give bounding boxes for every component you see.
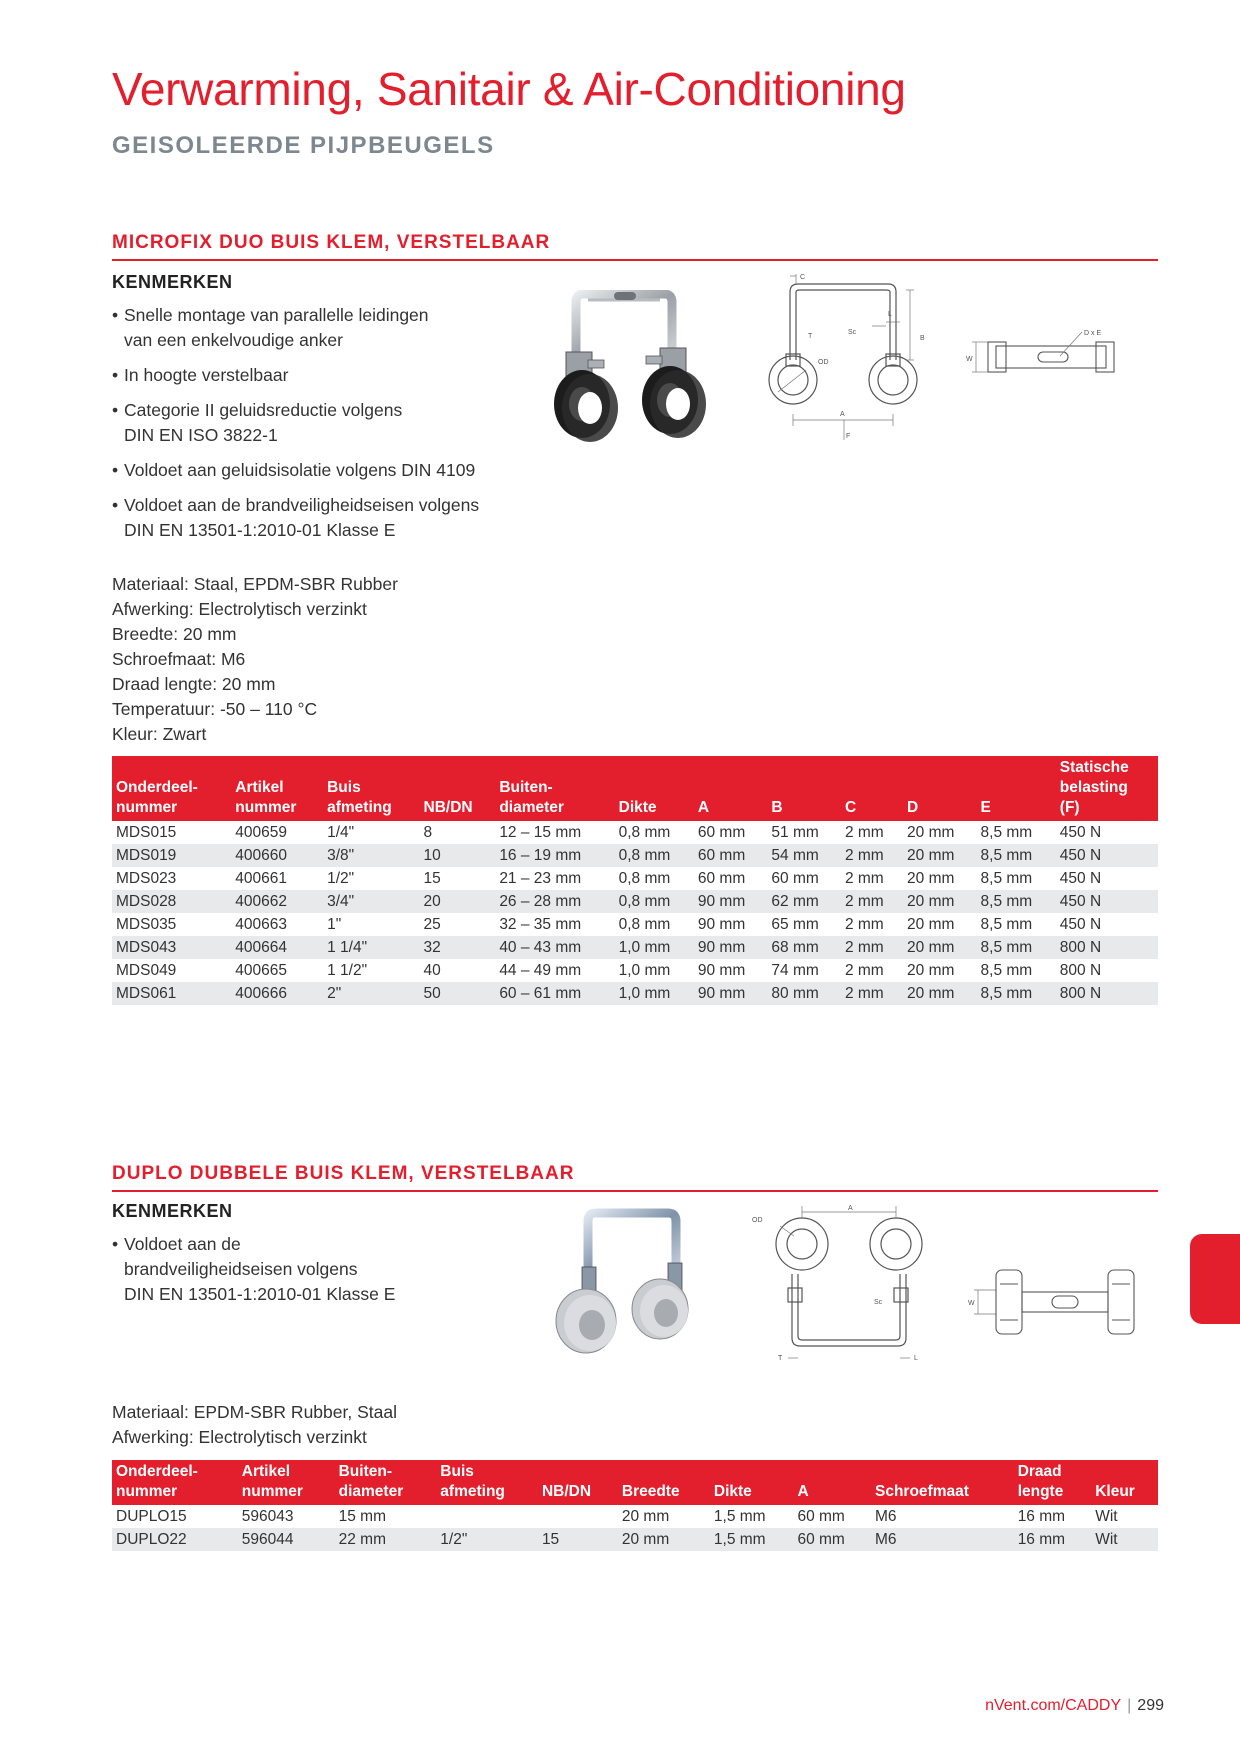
column-header <box>495 756 614 821</box>
section2-feature-list <box>112 1232 532 1317</box>
table-cell: 60 mm <box>697 870 746 887</box>
table-cell: 400666 <box>231 982 323 1005</box>
property-line: Afwerking: Electrolytisch verzinkt <box>112 1427 367 1447</box>
column-header-line <box>698 758 764 778</box>
table-cell: 3/8" <box>323 844 419 867</box>
microfix-duo-side-drawing <box>966 328 1146 400</box>
feature-line: • Snelle montage van parallelle leidingen <box>124 305 429 325</box>
table-cell: 2 mm <box>841 844 903 867</box>
property-line: Temperatuur: -50 – 110 °C <box>112 699 318 719</box>
column-header-line: nummer <box>116 799 178 816</box>
column-header-line <box>499 758 610 778</box>
column-header-line: Schroefmaat <box>875 1483 969 1500</box>
table-cell: 2 mm <box>844 962 884 979</box>
column-header-line <box>622 1462 706 1482</box>
table-cell: 800 N <box>1059 962 1102 979</box>
table-cell: 2 mm <box>841 890 903 913</box>
table-cell: 400659 <box>235 824 288 841</box>
column-header-line <box>542 1462 614 1482</box>
table-row <box>112 890 1158 913</box>
table-row <box>112 844 1158 867</box>
table-cell: MDS043 <box>112 936 231 959</box>
table-cell: 26 – 28 mm <box>495 890 614 913</box>
table-cell: 1 1/2" <box>327 962 368 979</box>
page-footer: nVent.com/CADDY | 299 <box>985 1697 1164 1714</box>
table-cell: 25 <box>423 916 441 933</box>
table-cell: 60 mm <box>771 870 819 887</box>
table-cell: MDS061 <box>112 982 231 1005</box>
feature-item <box>112 398 532 448</box>
column-header <box>238 1460 335 1505</box>
feature-line: van een enkelvoudige anker <box>124 330 343 350</box>
table-cell: 20 mm <box>907 916 955 933</box>
table-cell: 20 mm <box>621 1508 670 1525</box>
column-header-line: nummer <box>235 799 297 816</box>
microfix-duo-product-image <box>548 290 718 450</box>
column-header-line: Buiten- <box>499 779 553 796</box>
table-cell: 8,5 mm <box>980 916 1033 933</box>
table-cell: 50 <box>420 982 496 1005</box>
table-cell: 15 mm <box>338 1508 386 1525</box>
footer-url-link[interactable]: nVent.com/CADDY <box>985 1697 1122 1714</box>
column-header <box>538 1460 618 1505</box>
table-cell: 32 – 35 mm <box>499 916 582 933</box>
page-number: 299 <box>1137 1697 1164 1714</box>
column-header-line <box>424 778 492 798</box>
table-cell: MDS023 <box>116 870 177 887</box>
chapter-tab <box>1190 1234 1240 1324</box>
page-subtitle: GEISOLEERDE PIJPBEUGELS <box>112 132 495 159</box>
table-cell: 51 mm <box>771 824 819 841</box>
dim-sc-label: Sc <box>848 329 857 336</box>
property-line: Draad lengte: 20 mm <box>112 674 276 694</box>
column-header <box>615 756 694 821</box>
table-cell: 2 mm <box>844 870 884 887</box>
table-cell: 2" <box>323 982 419 1005</box>
table-cell: 90 mm <box>694 982 768 1005</box>
column-header-line <box>797 1462 867 1482</box>
table-cell: 60 mm <box>694 844 768 867</box>
duplo-dim-w-label: W <box>968 1300 975 1307</box>
section1-properties <box>112 572 398 747</box>
table-cell: 400663 <box>235 916 288 933</box>
table-cell <box>436 1505 538 1528</box>
column-header-line: nummer <box>116 1483 178 1500</box>
column-header-line <box>845 778 899 798</box>
table-cell: 22 mm <box>335 1528 437 1551</box>
column-header-line <box>714 1462 790 1482</box>
table-cell: 40 <box>423 962 441 979</box>
section1-feature-list <box>112 303 532 553</box>
table-cell: 15 <box>538 1528 618 1551</box>
table-cell: 12 – 15 mm <box>499 824 582 841</box>
column-header-line: Buis <box>440 1463 474 1480</box>
column-header <box>618 1460 710 1505</box>
table-cell: 1,5 mm <box>713 1508 766 1525</box>
column-header-line <box>771 758 837 778</box>
table-cell: 8,5 mm <box>977 982 1056 1005</box>
column-header-line: lengte <box>1017 1483 1064 1500</box>
table-cell: 8,5 mm <box>980 870 1033 887</box>
column-header <box>1091 1460 1158 1505</box>
dim-l-label: L <box>888 311 892 318</box>
feature-line: • Categorie II geluidsreductie volgens <box>124 400 403 420</box>
duplo-side-drawing <box>966 1262 1166 1342</box>
dim-t-label: T <box>808 333 813 340</box>
table-cell: 0,8 mm <box>615 890 694 913</box>
column-header-line <box>619 778 690 798</box>
column-header-line: Artikel <box>235 779 284 796</box>
property-line: Breedte: 20 mm <box>112 624 237 644</box>
table-cell: 400665 <box>235 962 288 979</box>
column-header <box>710 1460 794 1505</box>
dim-c-label: C <box>800 274 806 281</box>
table-cell: 60 mm <box>797 1508 845 1525</box>
table-cell: 8,5 mm <box>980 824 1033 841</box>
column-header <box>436 1460 538 1505</box>
feature-line: DIN EN 13501-1:2010-01 Klasse E <box>124 1284 396 1304</box>
column-header-line: diameter <box>338 1483 404 1500</box>
column-header-line: Buiten- <box>338 1463 392 1480</box>
column-header-line: afmeting <box>327 799 392 816</box>
table-cell: 1/2" <box>327 870 355 887</box>
table-cell: 16 mm <box>1014 1528 1092 1551</box>
table-cell: 20 mm <box>907 870 955 887</box>
feature-line: brandveiligheidseisen volgens <box>124 1259 358 1279</box>
column-header-line: afmeting <box>440 1483 505 1500</box>
property-line: Materiaal: EPDM-SBR Rubber, Staal <box>112 1402 397 1422</box>
table-cell: 1/4" <box>327 824 355 841</box>
microfix-duo-table <box>112 756 1158 1005</box>
column-header-line <box>327 758 415 778</box>
table-cell: 800 N <box>1056 936 1158 959</box>
table-cell: 1,0 mm <box>618 962 671 979</box>
table-cell: 90 mm <box>694 936 768 959</box>
feature-line: DIN EN 13501-1:2010-01 Klasse E <box>124 520 396 540</box>
table-cell: 8,5 mm <box>977 890 1056 913</box>
table-row <box>112 1505 1158 1528</box>
table-cell: 450 N <box>1056 890 1158 913</box>
table-cell: 0,8 mm <box>615 844 694 867</box>
column-header-line: NB/DN <box>423 799 473 816</box>
column-header-line: nummer <box>241 1483 303 1500</box>
table-cell: 596043 <box>241 1508 294 1525</box>
duplo-table <box>112 1460 1158 1551</box>
feature-item <box>112 458 532 483</box>
table-cell: 400661 <box>235 870 288 887</box>
table-cell: MDS019 <box>112 844 231 867</box>
table-cell: 596044 <box>238 1528 335 1551</box>
column-header-line <box>619 758 690 778</box>
column-header <box>1014 1460 1092 1505</box>
column-header <box>871 1460 1014 1505</box>
column-header-line: Dikte <box>618 799 657 816</box>
dim-w-label: W <box>966 356 973 363</box>
table-cell: 16 mm <box>1017 1508 1066 1525</box>
feature-line: • In hoogte verstelbaar <box>124 365 289 385</box>
table-cell: 1" <box>327 916 342 933</box>
table-cell: 60 – 61 mm <box>495 982 614 1005</box>
table-cell: 450 N <box>1059 870 1102 887</box>
table-cell: 20 mm <box>903 844 977 867</box>
table-cell: MDS015 <box>116 824 177 841</box>
column-header-line: A <box>797 1483 809 1500</box>
column-header <box>903 756 977 821</box>
table-cell: 20 mm <box>903 982 977 1005</box>
feature-item <box>112 1232 532 1307</box>
section2-properties <box>112 1400 397 1450</box>
column-header-line: Dikte <box>713 1483 752 1500</box>
column-header <box>841 756 903 821</box>
column-header-line: Onderdeel- <box>116 779 198 796</box>
property-line: Afwerking: Electrolytisch verzinkt <box>112 599 367 619</box>
table-cell: 20 mm <box>618 1528 710 1551</box>
column-header <box>767 756 841 821</box>
table-cell: 10 <box>420 844 496 867</box>
table-cell: 450 N <box>1059 916 1102 933</box>
property-line: Materiaal: Staal, EPDM-SBR Rubber <box>112 574 398 594</box>
table-row <box>112 821 1158 844</box>
column-header-line: diameter <box>499 799 564 816</box>
column-header <box>977 756 1056 821</box>
column-header-line <box>698 778 764 798</box>
column-header-line: Onderdeel- <box>116 1463 198 1480</box>
table-cell: 15 <box>423 870 441 887</box>
column-header <box>1056 756 1158 821</box>
column-header <box>231 756 323 821</box>
table-cell: 90 mm <box>697 916 746 933</box>
column-header-line <box>1095 1462 1154 1482</box>
page-title: Verwarming, Sanitair & Air-Conditioning <box>112 63 906 115</box>
table-cell: MDS028 <box>112 890 231 913</box>
table-row <box>112 982 1158 1005</box>
table-cell: DUPLO15 <box>116 1508 187 1525</box>
section1-kenmerken-label: KENMERKEN <box>112 272 233 292</box>
table-cell: 1,5 mm <box>710 1528 794 1551</box>
column-header-line: Kleur <box>1095 1483 1135 1500</box>
table-cell: 400664 <box>231 936 323 959</box>
duplo-product-image <box>548 1205 718 1365</box>
table-cell: DUPLO22 <box>112 1528 238 1551</box>
duplo-dim-t-label: T <box>778 1355 783 1362</box>
table-cell: 40 – 43 mm <box>495 936 614 959</box>
table-cell: 21 – 23 mm <box>499 870 582 887</box>
table-cell: 80 mm <box>767 982 841 1005</box>
table-cell: 20 mm <box>907 962 955 979</box>
table-cell <box>538 1505 618 1528</box>
table-cell: 20 mm <box>907 824 955 841</box>
table-cell: MDS035 <box>116 916 177 933</box>
table-cell: 20 mm <box>903 890 977 913</box>
column-header <box>323 756 419 821</box>
table-cell: M6 <box>871 1528 1014 1551</box>
table-cell: 8 <box>423 824 433 841</box>
column-header-line: Statische <box>1059 759 1129 776</box>
table-cell: 54 mm <box>767 844 841 867</box>
feature-line: • Voldoet aan de <box>124 1234 241 1254</box>
column-header-line <box>845 758 899 778</box>
table-row <box>112 1528 1158 1551</box>
table-cell: 0,8 mm <box>618 916 671 933</box>
table-cell: 3/4" <box>323 890 419 913</box>
table-cell: 20 <box>420 890 496 913</box>
column-header-line <box>424 758 492 778</box>
column-header <box>112 1460 238 1505</box>
column-header-line: Artikel <box>241 1463 291 1480</box>
column-header-line: (F) <box>1059 799 1080 816</box>
table-cell: 68 mm <box>767 936 841 959</box>
column-header-line: A <box>697 799 710 816</box>
table-row <box>112 867 1158 890</box>
table-cell: 32 <box>420 936 496 959</box>
section2-heading: DUPLO DUBBELE BUIS KLEM, VERSTELBAAR <box>112 1163 1158 1192</box>
column-header-line <box>907 778 973 798</box>
feature-line: DIN EN ISO 3822-1 <box>124 425 278 445</box>
column-header-line: D <box>907 799 919 816</box>
dim-a-label: A <box>840 411 845 418</box>
table-cell: Wit <box>1091 1528 1158 1551</box>
column-header-line <box>875 1462 1010 1482</box>
column-header-line <box>907 758 973 778</box>
table-cell: M6 <box>875 1508 897 1525</box>
dim-dxe-label: D x E <box>1084 330 1102 337</box>
table-cell: 65 mm <box>771 916 819 933</box>
column-header <box>420 756 496 821</box>
duplo-dim-sc-label: Sc <box>874 1299 883 1306</box>
table-cell: 8,5 mm <box>977 936 1056 959</box>
table-cell: 2 mm <box>844 824 884 841</box>
section2-kenmerken-label: KENMERKEN <box>112 1201 233 1221</box>
property-line: Schroefmaat: M6 <box>112 649 246 669</box>
table-cell: 90 mm <box>697 962 746 979</box>
duplo-dim-od-label: OD <box>752 1217 763 1224</box>
table-cell: Wit <box>1095 1508 1118 1525</box>
column-header <box>112 756 231 821</box>
feature-line: • Voldoet aan geluidsisolatie volgens DIN 4109 <box>124 460 476 480</box>
table-cell: 2 mm <box>841 936 903 959</box>
duplo-dim-a-label: A <box>848 1205 853 1212</box>
table-cell: 74 mm <box>771 962 819 979</box>
table-cell: 2 mm <box>844 916 884 933</box>
table-cell: 2 mm <box>841 982 903 1005</box>
dim-b-label: B <box>920 335 925 342</box>
column-header <box>335 1460 437 1505</box>
column-header-line: C <box>844 799 857 816</box>
feature-item <box>112 363 532 388</box>
table-cell: 60 mm <box>793 1528 871 1551</box>
column-header-line: E <box>980 799 991 816</box>
table-cell: 400660 <box>231 844 323 867</box>
column-header-line: NB/DN <box>541 1483 592 1500</box>
table-cell: 8,5 mm <box>977 844 1056 867</box>
table-cell: 1,0 mm <box>615 982 694 1005</box>
table-cell: 20 mm <box>903 936 977 959</box>
table-cell: 450 N <box>1056 844 1158 867</box>
table-row <box>112 936 1158 959</box>
feature-item <box>112 493 532 543</box>
table-cell: 450 N <box>1059 824 1102 841</box>
table-cell: 800 N <box>1056 982 1158 1005</box>
table-cell: 1/2" <box>436 1528 538 1551</box>
table-cell: 0,8 mm <box>618 870 671 887</box>
column-header-line: B <box>771 799 783 816</box>
table-cell: 1,0 mm <box>615 936 694 959</box>
table-row <box>112 913 1158 936</box>
duplo-front-drawing <box>750 1200 930 1370</box>
dim-od-label: OD <box>818 359 829 366</box>
column-header-line: Draad <box>1017 1463 1062 1480</box>
table-cell: 400662 <box>231 890 323 913</box>
table-cell: 0,8 mm <box>618 824 671 841</box>
table-cell: 90 mm <box>694 890 768 913</box>
column-header-line <box>981 778 1052 798</box>
dim-f-label: F <box>846 433 851 440</box>
table-cell: MDS049 <box>116 962 177 979</box>
table-cell: 44 – 49 mm <box>499 962 582 979</box>
column-header <box>694 756 768 821</box>
column-header <box>793 1460 871 1505</box>
table-row <box>112 959 1158 982</box>
table-cell: 16 – 19 mm <box>495 844 614 867</box>
property-line: Kleur: Zwart <box>112 724 207 744</box>
microfix-duo-front-drawing <box>760 270 960 445</box>
feature-item <box>112 303 532 353</box>
column-header-line: belasting <box>1059 779 1128 796</box>
column-header-line: Breedte <box>621 1483 680 1500</box>
column-header-line <box>235 758 319 778</box>
table-cell: 8,5 mm <box>980 962 1033 979</box>
feature-line: • Voldoet aan de brandveiligheidseisen volgens <box>124 495 480 515</box>
column-header-line: Buis <box>327 779 361 796</box>
table-cell: 60 mm <box>697 824 746 841</box>
section1-heading: MICROFIX DUO BUIS KLEM, VERSTELBAAR <box>112 232 1158 261</box>
duplo-dim-l-label: L <box>914 1355 918 1362</box>
column-header-line <box>981 758 1052 778</box>
column-header-line <box>116 758 227 778</box>
table-cell: 62 mm <box>767 890 841 913</box>
column-header-line <box>771 778 837 798</box>
table-cell: 1 1/4" <box>323 936 419 959</box>
